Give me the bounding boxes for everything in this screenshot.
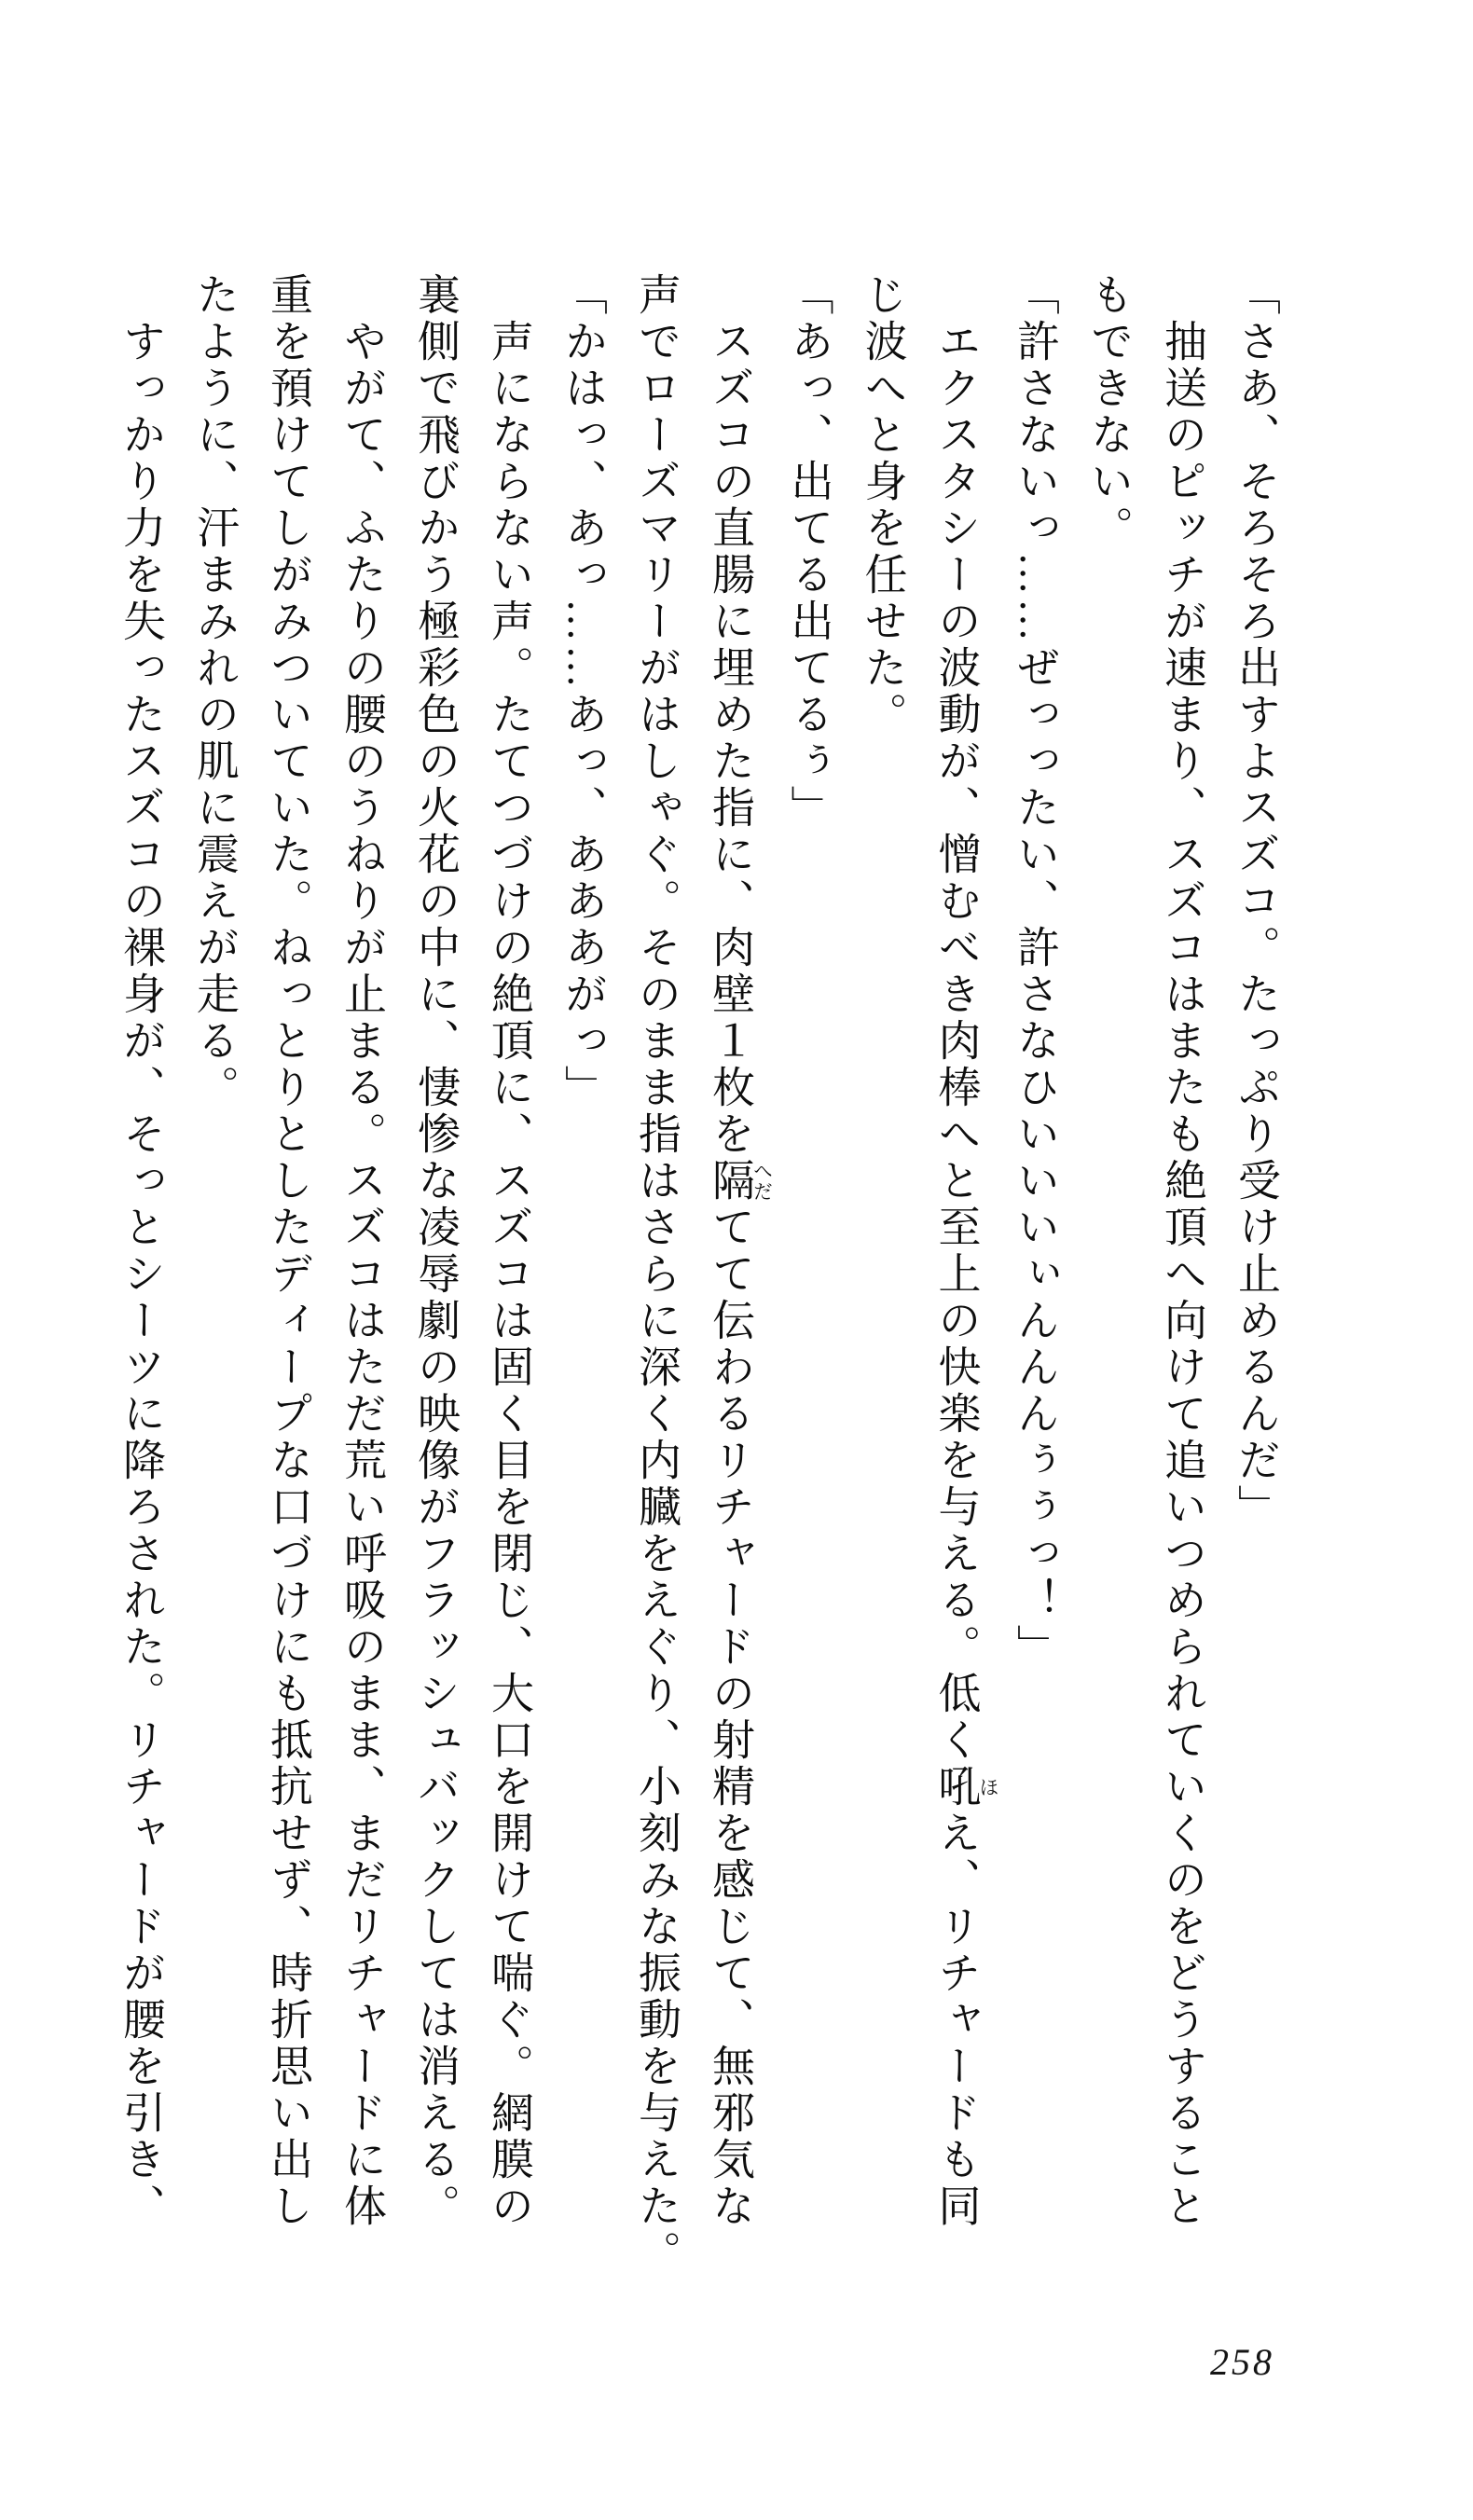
page-number: 258 [1210,2341,1274,2383]
text-column: 声でローズマリーがはしゃぐ。そのまま指はさらに深く内臓をえぐり、小刻みな振動を与えた。 [633,272,681,2277]
text-column: たように、汗まみれの肌に震えが走る。 [191,272,239,1111]
text-column: 「あっ、出てる出てるぅ」 [785,272,833,832]
text-column: エクスタシーの波動が、憎むべき肉棒へと至上の快楽を与える。低く吼ほえ、リチャードも同 [932,319,999,2230]
text-column: 「さあ、そろそろ出すよスズコ。たっぷり受け止めるんだ」 [1232,272,1280,1531]
ruby-annotated-kanji: 隔へだ [707,1158,774,1205]
text-column: 「許さないっ……ぜっったい、許さなひいいいぃんんんぅぅっ！」 [1012,272,1059,1671]
furigana: ほ [977,1764,999,1811]
text-block [104,272,1293,2291]
text-column: 裏側で飛びかう極彩色の火花の中に、悽惨な凌辱劇の映像がフラッシュバックしては消える。 [412,272,460,2230]
text-column: 「かはっ、あっ……あっ、あああがっ」 [559,272,607,1111]
ruby-annotated-kanji: 吼ほ [932,1764,999,1811]
text-column: もできない。 [1085,272,1133,552]
text-column: やがて、ふたりの腰のうねりが止まる。スズコはただ荒い呼吸のまま、まだリチャードに体 [338,319,386,2230]
text-column: スズコの直腸に埋めた指に、肉壁１枚を隔へだてて伝わるリチャードの射精を感じて、無邪気な [707,319,774,2230]
text-column: 重を預けてしがみついていた。ねっとりとしたディープな口づけにも抵抗せず、時折思い出し [265,272,312,2230]
text-column: すっかり力を失ったスズコの裸身が、そっとシーツに降ろされた。リチャードが腰を引き、 [117,319,165,2230]
furigana: へだ [750,1158,774,1205]
text-column: 声にならない声。たてつづけの絶頂に、スズコは固く目を閉じ、大口を開けて喘ぐ。網膜の [486,319,533,2230]
text-column: 抽送のピッチが速まり、スズコはまたも絶頂へ向けて追いつめられていくのをどうすること [1159,319,1206,2230]
text-column: じ波へと身を任せた。 [859,272,907,738]
